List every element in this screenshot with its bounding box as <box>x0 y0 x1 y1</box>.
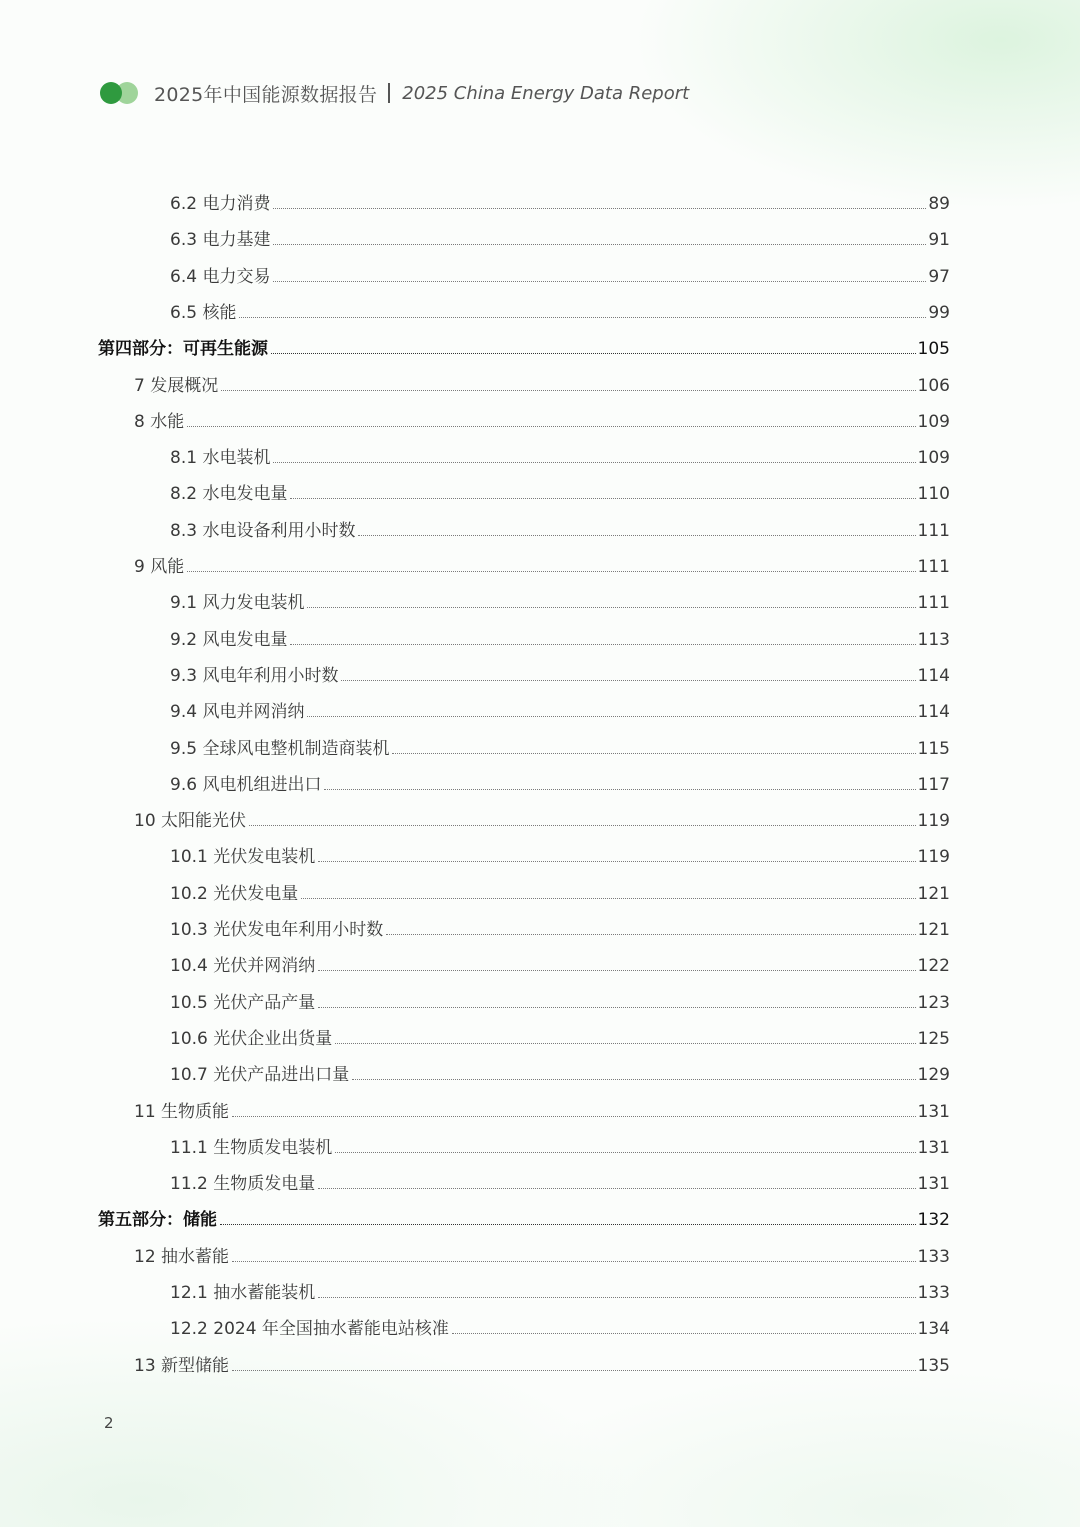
toc-entry[interactable] <box>170 589 950 613</box>
toc-entry[interactable] <box>170 771 950 795</box>
toc-entry-title: 10.7 光伏产品进出口量 <box>170 1065 350 1086</box>
toc-entry-title: 9.2 风电发电量 <box>170 629 288 650</box>
toc-entry-title: 第四部分：可再生能源 <box>98 339 268 360</box>
toc-entry-page-number: 135 <box>917 1355 950 1376</box>
toc-entry-title: 12 抽水蓄能 <box>134 1246 230 1267</box>
toc-entry-page-number: 89 <box>928 194 950 214</box>
toc-entry-title: 6.4 电力交易 <box>170 266 271 287</box>
toc-entry-page-number: 132 <box>917 1210 950 1231</box>
toc-entry[interactable] <box>170 735 950 759</box>
toc-entry-page-number: 119 <box>917 811 950 832</box>
toc-entry-title: 10.3 光伏发电年利用小时数 <box>170 920 384 940</box>
toc-entry-page-number: 106 <box>917 375 950 396</box>
toc-entry[interactable] <box>170 1315 950 1339</box>
toc-part-entry[interactable] <box>98 335 950 359</box>
toc-entry[interactable] <box>134 1243 950 1267</box>
toc-entry-title: 10.4 光伏并网消纳 <box>170 956 316 977</box>
toc-entry[interactable] <box>170 1025 950 1049</box>
report-title: 2025年中国能源数据报告 <box>154 83 378 106</box>
toc-dot-leader <box>239 317 926 318</box>
toc-entry[interactable] <box>170 989 950 1013</box>
toc-entry[interactable] <box>170 226 950 250</box>
toc-entry-page-number: 122 <box>917 956 950 977</box>
page-header <box>100 78 689 108</box>
toc-dot-leader <box>273 281 926 282</box>
toc-entry[interactable] <box>170 263 950 287</box>
toc-dot-leader <box>352 1079 915 1080</box>
toc-entry[interactable] <box>134 807 950 831</box>
toc-entry-page-number: 131 <box>917 1137 950 1158</box>
toc-entry-title: 9.1 风力发电装机 <box>170 593 305 614</box>
toc-entry-page-number: 114 <box>917 702 950 723</box>
toc-dot-leader <box>221 390 915 391</box>
toc-entry-page-number: 114 <box>917 665 950 686</box>
toc-entry-title: 第五部分：储能 <box>98 1210 217 1231</box>
toc-entry-title: 8.2 水电发电量 <box>170 484 288 505</box>
toc-entry-page-number: 110 <box>917 484 950 505</box>
toc-entry-page-number: 125 <box>917 1028 950 1049</box>
toc-entry-title: 7 发展概况 <box>134 375 219 396</box>
toc-dot-leader <box>358 535 915 536</box>
toc-entry-page-number: 113 <box>917 629 950 650</box>
header-divider <box>388 83 390 103</box>
toc-dot-leader <box>318 1297 915 1298</box>
toc-dot-leader <box>318 970 915 971</box>
toc-entry-title: 9.6 风电机组进出口 <box>170 774 322 795</box>
toc-entry[interactable] <box>170 626 950 650</box>
toc-entry-title: 8.3 水电设备利用小时数 <box>170 520 356 541</box>
toc-entry-page-number: 119 <box>917 847 950 868</box>
report-logo-icon <box>100 80 140 106</box>
toc-entry[interactable] <box>170 299 950 323</box>
toc-dot-leader <box>307 716 915 717</box>
toc-entry[interactable] <box>170 1279 950 1303</box>
toc-entry-title: 10 太阳能光伏 <box>134 811 247 832</box>
toc-dot-leader <box>324 789 915 790</box>
toc-dot-leader <box>290 498 915 499</box>
toc-entry[interactable] <box>170 916 950 940</box>
toc-entry-page-number: 129 <box>917 1065 950 1086</box>
toc-dot-leader <box>249 825 916 826</box>
toc-entry-title: 11 生物质能 <box>134 1101 230 1122</box>
toc-dot-leader <box>335 1152 915 1153</box>
toc-entry-page-number: 121 <box>917 883 950 904</box>
toc-entry-page-number: 109 <box>917 448 950 469</box>
toc-entry-title: 10.5 光伏产品产量 <box>170 992 316 1013</box>
toc-entry-page-number: 91 <box>928 230 950 251</box>
toc-dot-leader <box>386 934 915 935</box>
toc-entry-title: 12.1 抽水蓄能装机 <box>170 1283 316 1303</box>
toc-dot-leader <box>341 680 915 681</box>
toc-part-entry[interactable] <box>98 1206 950 1230</box>
toc-entry[interactable] <box>170 444 950 468</box>
toc-dot-leader <box>273 462 915 463</box>
toc-dot-leader <box>307 607 915 608</box>
toc-dot-leader <box>232 1261 916 1262</box>
toc-entry-page-number: 133 <box>917 1246 950 1267</box>
toc-entry-title: 12.2 2024 年全国抽水蓄能电站核准 <box>170 1319 449 1340</box>
toc-entry-page-number: 131 <box>917 1101 950 1122</box>
toc-entry-title: 11.1 生物质发电装机 <box>170 1137 333 1158</box>
toc-entry-page-number: 133 <box>917 1283 950 1303</box>
toc-dot-leader <box>187 571 915 572</box>
toc-dot-leader <box>318 1007 915 1008</box>
toc-dot-leader <box>290 644 915 645</box>
toc-entry-title: 6.3 电力基建 <box>170 230 271 251</box>
toc-dot-leader <box>318 1188 915 1189</box>
toc-entry[interactable] <box>134 372 950 396</box>
toc-entry-title: 9.5 全球风电整机制造商装机 <box>170 738 390 759</box>
toc-entry-page-number: 115 <box>917 738 950 759</box>
toc-entry-title: 9 风能 <box>134 557 185 577</box>
toc-dot-leader <box>301 898 915 899</box>
toc-entry[interactable] <box>170 952 950 976</box>
toc-entry-title: 6.2 电力消费 <box>170 194 271 214</box>
toc-entry-title: 11.2 生物质发电量 <box>170 1174 316 1195</box>
toc-dot-leader <box>187 426 915 427</box>
toc-dot-leader <box>271 353 916 354</box>
toc-entry-page-number: 99 <box>928 302 950 323</box>
toc-entry[interactable] <box>170 190 950 214</box>
toc-dot-leader <box>273 208 926 209</box>
toc-entry-page-number: 111 <box>917 593 950 614</box>
toc-entry[interactable] <box>170 662 950 686</box>
toc-dot-leader <box>318 861 915 862</box>
toc-dot-leader <box>232 1116 916 1117</box>
toc-dot-leader <box>273 244 926 245</box>
logo-dark-circle <box>100 82 122 104</box>
toc-entry[interactable] <box>170 843 950 867</box>
toc-entry-page-number: 97 <box>928 266 950 287</box>
toc-entry-title: 8.1 水电装机 <box>170 448 271 469</box>
toc-entry-title: 10.6 光伏企业出货量 <box>170 1028 333 1049</box>
toc-entry-title: 9.4 风电并网消纳 <box>170 702 305 723</box>
toc-entry[interactable] <box>134 408 950 432</box>
toc-entry-title: 9.3 风电年利用小时数 <box>170 665 339 686</box>
toc-dot-leader <box>335 1043 915 1044</box>
toc-dot-leader <box>220 1224 916 1225</box>
toc-entry[interactable] <box>134 1352 950 1376</box>
toc-entry-title: 10.1 光伏发电装机 <box>170 847 316 868</box>
toc-dot-leader <box>392 753 915 754</box>
toc-entry-page-number: 105 <box>917 339 950 360</box>
toc-entry-title: 8 水能 <box>134 411 185 432</box>
report-subtitle: 2025 China Energy Data Report <box>402 82 690 104</box>
toc-dot-leader <box>452 1333 916 1334</box>
page-number: 2 <box>104 1414 114 1432</box>
toc-entry[interactable] <box>170 880 950 904</box>
toc-entry-page-number: 117 <box>917 774 950 795</box>
toc-entry[interactable] <box>134 553 950 577</box>
toc-entry-page-number: 109 <box>917 411 950 432</box>
toc-entry-page-number: 111 <box>917 520 950 541</box>
toc-entry-page-number: 134 <box>917 1319 950 1340</box>
toc-entry-title: 13 新型储能 <box>134 1355 230 1376</box>
toc-entry-page-number: 111 <box>917 557 950 577</box>
toc-entry[interactable] <box>170 698 950 722</box>
toc-entry[interactable] <box>170 517 950 541</box>
toc-dot-leader <box>232 1370 916 1371</box>
toc-entry[interactable] <box>170 480 950 504</box>
toc-entry-page-number: 123 <box>917 992 950 1013</box>
toc-entry[interactable] <box>134 1098 950 1122</box>
toc-entry[interactable] <box>170 1134 950 1158</box>
toc-entry-page-number: 121 <box>917 920 950 940</box>
toc-entry-page-number: 131 <box>917 1174 950 1195</box>
toc-entry-title: 10.2 光伏发电量 <box>170 883 299 904</box>
toc-entry[interactable] <box>170 1061 950 1085</box>
toc-entry-title: 6.5 核能 <box>170 302 237 323</box>
toc-entry[interactable] <box>170 1170 950 1194</box>
